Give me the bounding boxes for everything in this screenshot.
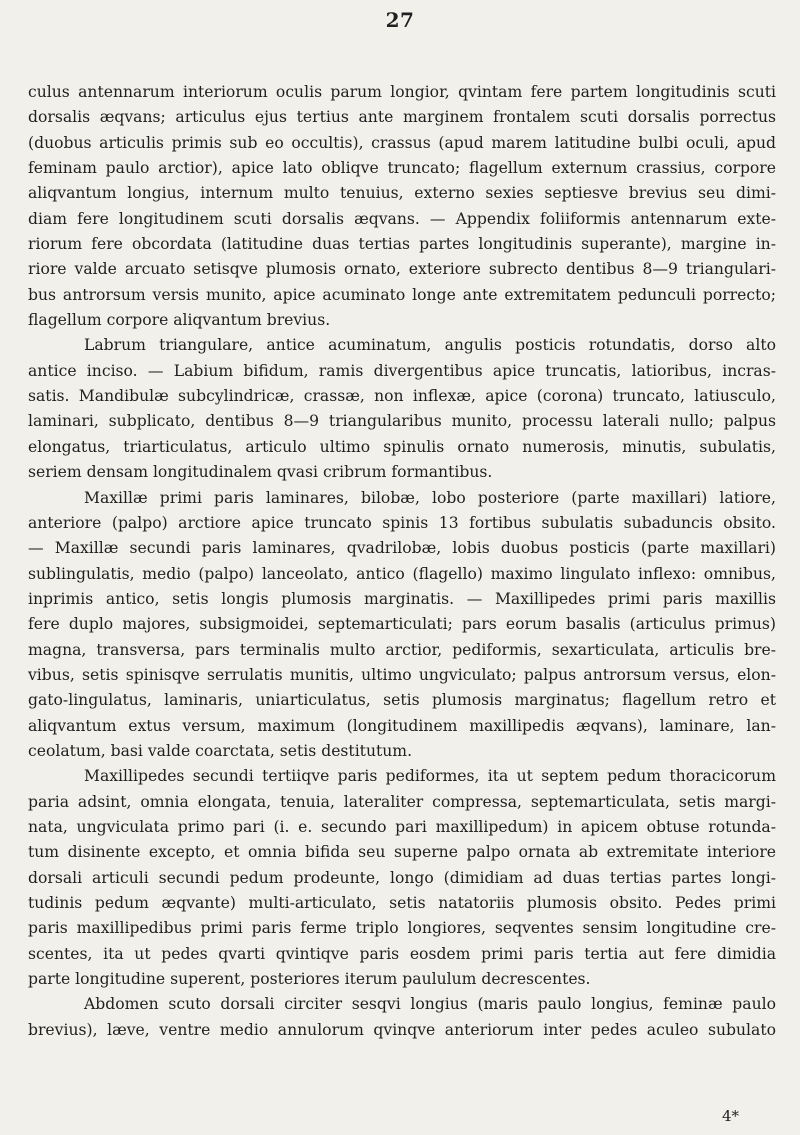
page-number: 27 (385, 8, 415, 32)
text-line: flagellum corpore aliqvantum brevius. (28, 311, 331, 330)
text-line: — Maxillæ secundi paris laminares, qvadrilobæ, lobis duobus posticis (parte maxillari) (28, 539, 776, 558)
text-line: gato-lingulatus, laminaris, uniarticulatus, setis plumosis marginatus; flagellum retro et (28, 691, 776, 710)
text-line: sublingulatis, medio (palpo) lanceolato, antico (flagello) maximo lingulato inflexo: omnibus, (28, 564, 776, 583)
text-line: laminari, subplicato, dentibus 8—9 triangularibus munito, processu laterali nullo; palpus (28, 412, 776, 431)
text-line: riore valde arcuato setisqve plumosis ornato, exteriore subrecto dentibus 8—9 triangulari- (28, 260, 776, 279)
text-line: feminam paulo arctior), apice lato obliqve truncato; flagellum externum crassius, corpore (28, 159, 776, 178)
text-line: elongatus, triarticulatus, articulo ultimo spinulis ornato numerosis, minutis, subulatis, (28, 437, 776, 456)
text-line: dorsalis æqvans; articulus ejus tertius ante marginem frontalem scuti dorsalis porrectus (28, 108, 776, 127)
text-line: seriem densam longitudinalem qvasi cribrum formantibus. (28, 463, 493, 482)
text-line: vibus, setis spinisqve serrulatis munitis, ultimo ungviculato; palpus antrorsum versus, elon- (28, 665, 776, 684)
text-line: anteriore (palpo) arctiore apice truncato spinis 13 fortibus subulatis subaduncis obsito. (28, 513, 776, 532)
text-line: inprimis antico, setis longis plumosis marginatis. — Maxillipedes primi paris maxillis (28, 589, 776, 608)
text-line: bus antrorsum versis munito, apice acuminato longe ante extremitatem pedunculi porrecto; (28, 285, 776, 304)
paragraph-start-line: Maxillipedes secundi tertiiqve paris pediformes, ita ut septem pedum thoracicorum (84, 767, 776, 786)
text-line: fere duplo majores, subsigmoidei, septemarticulati; pars eorum basalis (articulus primus) (28, 615, 776, 634)
body-text (28, 80, 776, 1043)
text-line: brevius), læve, ventre medio annulorum qvinqve anteriorum inter pedes aculeo subulato (28, 1020, 776, 1039)
signature-mark: 4* (722, 1107, 740, 1125)
text-line: ceolatum, basi valde coarctata, setis destitutum. (28, 741, 413, 760)
text-line: diam fere longitudinem scuti dorsalis æqvans. — Appendix foliiformis antennarum exte- (28, 209, 776, 228)
text-line: dorsali articuli secundi pedum prodeunte, longo (dimidiam ad duas tertias partes longi- (28, 868, 776, 887)
text-line: antice inciso. — Labium bifidum, ramis divergentibus apice truncatis, latioribus, incras- (28, 361, 776, 380)
text-line: tum disinente excepto, et omnia bifida seu superne palpo ornata ab extremitate interiore (28, 843, 776, 862)
text-line: (duobus articulis primis sub eo occultis), crassus (apud marem latitudine bulbi oculi, apud (28, 133, 776, 152)
text-line: nata, ungviculata primo pari (i. e. secundo pari maxillipedum) in apicem obtuse rotunda- (28, 817, 776, 836)
text-line: paria adsint, omnia elongata, tenuia, lateraliter compressa, septemarticulata, setis margi- (28, 792, 776, 811)
text-line: riorum fere obcordata (latitudine duas tertias partes longitudinis superante), margine in- (28, 235, 776, 254)
paragraph-start-line: Maxillæ primi paris laminares, bilobæ, lobo posteriore (parte maxillari) latiore, (84, 488, 776, 507)
text-line: tudinis pedum æqvante) multi-articulato, setis natatoriis plumosis obsito. Pedes primi (28, 894, 776, 912)
paragraph-start-line: Labrum triangulare, antice acuminatum, angulis posticis rotundatis, dorso alto (84, 336, 776, 355)
paragraph-start-line: Abdomen scuto dorsali circiter sesqvi longius (maris paulo longius, feminæ paulo (84, 995, 776, 1014)
text-line: parte longitudine superent, posteriores iterum paululum decrescentes. (28, 970, 591, 989)
text-line: satis. Mandibulæ subcylindricæ, crassæ, non inflexæ, apice (corona) truncato, latiusculo, (28, 387, 776, 406)
text-line: magna, transversa, pars terminalis multo arctior, pediformis, sexarticulata, articulis bre- (28, 640, 776, 659)
text-line: scentes, ita ut pedes qvarti qvintiqve paris eosdem primi paris tertia aut fere dimidia (28, 944, 776, 963)
text-line: culus antennarum interiorum oculis parum longior, qvintam fere partem longitudinis scuti (28, 83, 776, 101)
text-line: aliqvantum longius, internum multo tenuius, externo sexies septiesve brevius seu dimi- (28, 184, 776, 203)
text-line: aliqvantum extus versum, maximum (longitudinem maxillipedis æqvans), laminare, lan- (28, 716, 776, 735)
text-line: paris maxillipedibus primi paris ferme triplo longiores, seqventes sensim longitudine cre- (28, 919, 776, 938)
